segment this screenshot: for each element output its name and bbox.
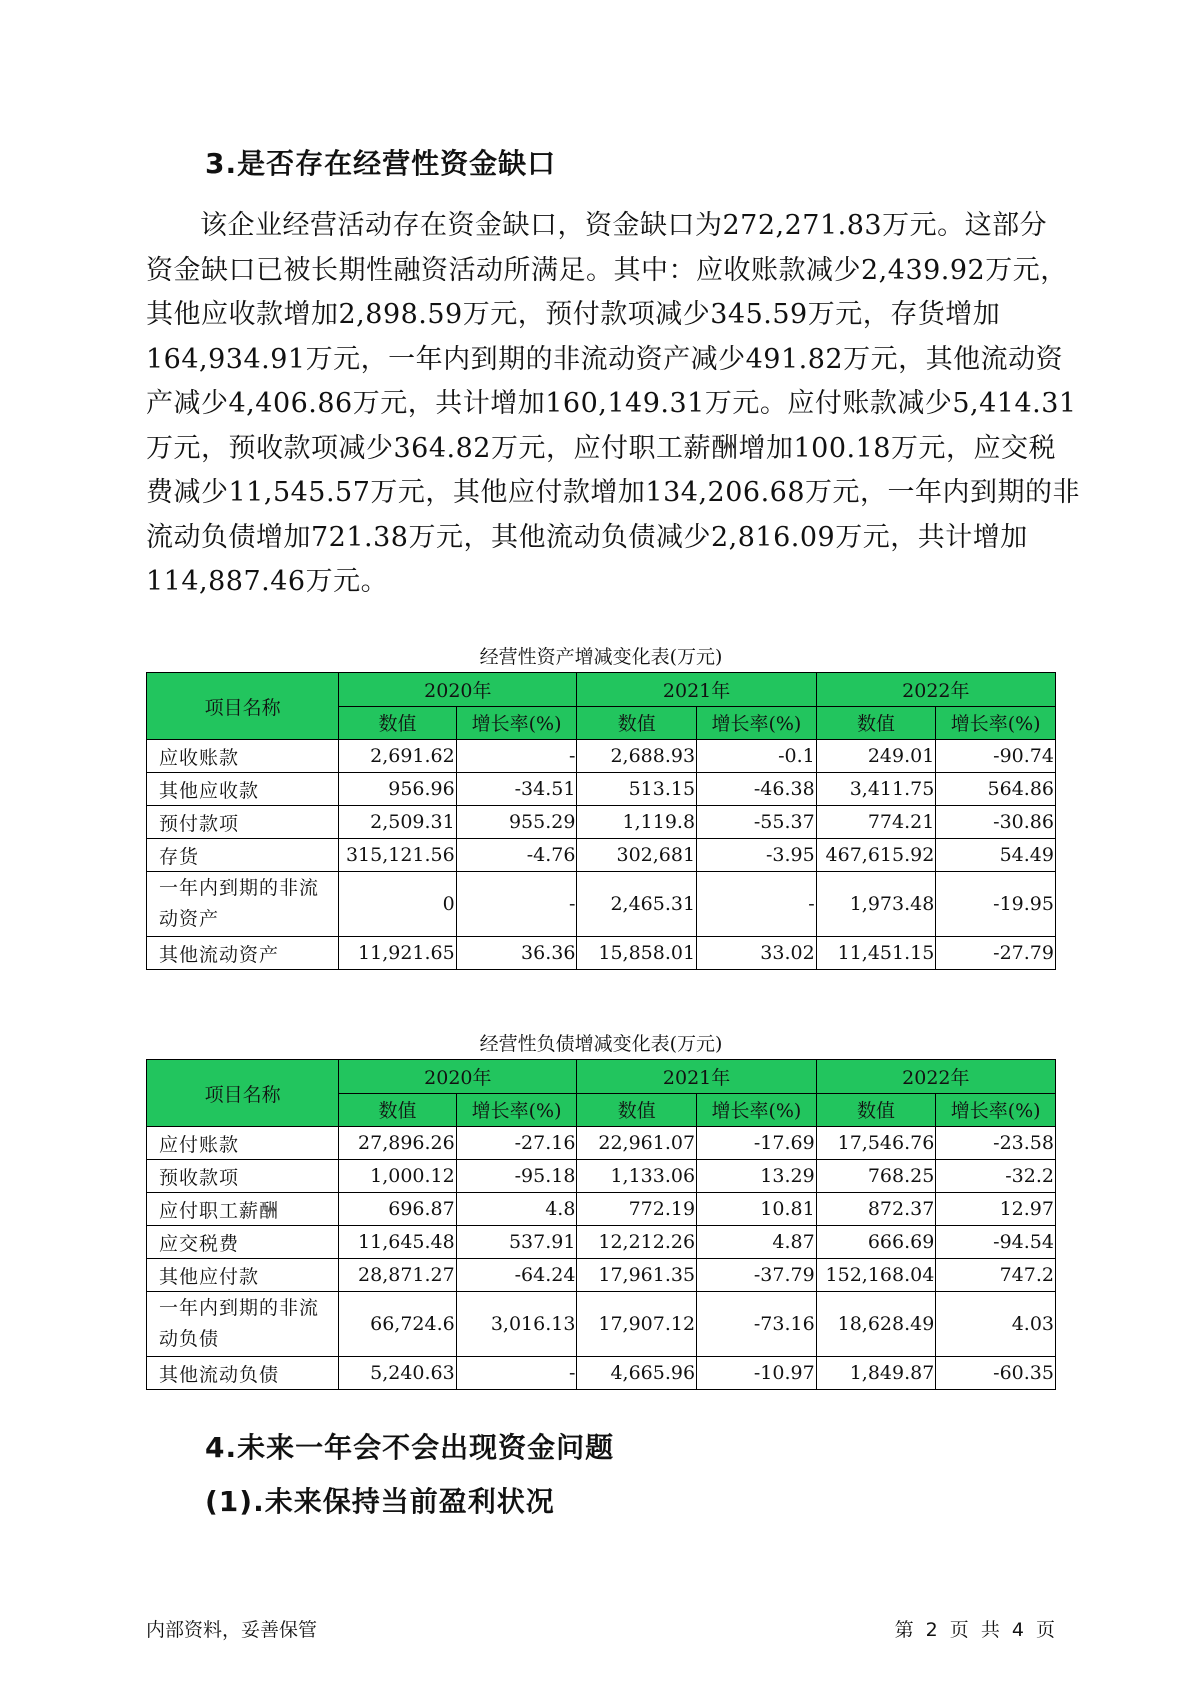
growth-rate-cell: -64.24 (456, 1259, 577, 1292)
growth-rate-cell: -55.37 (697, 806, 817, 839)
year-header: 2021年 (577, 673, 816, 707)
growth-rate-cell: -17.69 (697, 1127, 817, 1160)
growth-rate-cell: 10.81 (697, 1193, 817, 1226)
item-name-header: 项目名称 (147, 673, 339, 740)
growth-rate-cell: 564.86 (936, 773, 1056, 806)
growth-rate-header: 增长率(%) (456, 1093, 577, 1127)
growth-rate-cell: 54.49 (936, 839, 1056, 872)
value-header: 数值 (577, 1093, 697, 1127)
value-cell: 772.19 (577, 1193, 697, 1226)
growth-rate-cell: -23.58 (936, 1127, 1056, 1160)
growth-rate-cell: 955.29 (456, 806, 577, 839)
value-cell: 2,509.31 (339, 806, 456, 839)
growth-rate-cell: -94.54 (936, 1226, 1056, 1259)
value-cell: 2,691.62 (339, 740, 456, 773)
growth-rate-cell: - (456, 1357, 577, 1390)
row-label: 其他流动负债 (147, 1357, 339, 1390)
growth-rate-header: 增长率(%) (936, 1093, 1056, 1127)
growth-rate-cell: -60.35 (936, 1357, 1056, 1390)
value-cell: 774.21 (816, 806, 936, 839)
year-header: 2022年 (816, 673, 1055, 707)
value-cell: 5,240.63 (339, 1357, 456, 1390)
growth-rate-header: 增长率(%) (697, 706, 817, 740)
value-cell: 11,451.15 (816, 937, 936, 970)
table-row (147, 839, 1056, 872)
value-cell: 467,615.92 (816, 839, 936, 872)
table-row (147, 1226, 1056, 1259)
table-row (147, 806, 1056, 839)
value-cell: 768.25 (816, 1160, 936, 1193)
table-row (147, 1357, 1056, 1390)
growth-rate-cell: 4.87 (697, 1226, 817, 1259)
growth-rate-cell: 33.02 (697, 937, 817, 970)
value-cell: 15,858.01 (577, 937, 697, 970)
value-header: 数值 (816, 706, 936, 740)
value-cell: 302,681 (577, 839, 697, 872)
footer-confidential-note: 内部资料，妥善保管 (146, 1619, 318, 1641)
operating-liabilities-table (146, 1059, 1056, 1390)
value-cell: 17,961.35 (577, 1259, 697, 1292)
paragraph-line: 该企业经营活动存在资金缺口，资金缺口为272,271.83万元。这部分 (200, 210, 1048, 241)
growth-rate-cell: -37.79 (697, 1259, 817, 1292)
growth-rate-cell: 13.29 (697, 1160, 817, 1193)
year-header: 2021年 (577, 1060, 816, 1094)
value-cell: 1,133.06 (577, 1160, 697, 1193)
row-label: 应付账款 (147, 1127, 339, 1160)
growth-rate-cell: -4.76 (456, 839, 577, 872)
value-header: 数值 (339, 706, 456, 740)
table-row (147, 1160, 1056, 1193)
table2-caption: 经营性负债增减变化表(万元) (479, 1033, 723, 1055)
year-header: 2020年 (339, 1060, 577, 1094)
row-label: 一年内到期的非流动资产 (147, 872, 339, 937)
value-cell: 22,961.07 (577, 1127, 697, 1160)
year-header: 2020年 (339, 673, 577, 707)
growth-rate-cell: -95.18 (456, 1160, 577, 1193)
row-label: 其他流动资产 (147, 937, 339, 970)
item-name-header: 项目名称 (147, 1060, 339, 1127)
value-cell: 2,688.93 (577, 740, 697, 773)
value-cell: 956.96 (339, 773, 456, 806)
section-heading-4: 4.未来一年会不会出现资金问题 (205, 1431, 615, 1464)
value-cell: 1,973.48 (816, 872, 936, 937)
row-label: 其他应付款 (147, 1259, 339, 1292)
value-cell: 17,907.12 (577, 1292, 697, 1357)
growth-rate-header: 增长率(%) (697, 1093, 817, 1127)
growth-rate-cell: 3,016.13 (456, 1292, 577, 1357)
value-cell: 17,546.76 (816, 1127, 936, 1160)
paragraph-line: 114,887.46万元。 (146, 566, 389, 597)
value-cell: 1,119.8 (577, 806, 697, 839)
value-cell: 1,849.87 (816, 1357, 936, 1390)
row-label: 预收款项 (147, 1160, 339, 1193)
growth-rate-cell: -46.38 (697, 773, 817, 806)
growth-rate-cell: -19.95 (936, 872, 1056, 937)
value-cell: 11,645.48 (339, 1226, 456, 1259)
paragraph-line: 资金缺口已被长期性融资活动所满足。其中：应收账款减少2,439.92万元， (146, 254, 1068, 286)
table-row (147, 1193, 1056, 1226)
paragraph-line: 产减少4,406.86万元，共计增加160,149.31万元。应付账款减少5,414.31 (146, 388, 1077, 419)
value-cell: 152,168.04 (816, 1259, 936, 1292)
paragraph-line: 其他应收款增加2,898.59万元，预付款项减少345.59万元，存货增加 (146, 299, 1001, 330)
operating-assets-table (146, 672, 1056, 970)
growth-rate-cell: 12.97 (936, 1193, 1056, 1226)
value-cell: 18,628.49 (816, 1292, 936, 1357)
growth-rate-cell: -34.51 (456, 773, 577, 806)
paragraph-line: 费减少11,545.57万元，其他应付款增加134,206.68万元，一年内到期的非 (146, 477, 1081, 508)
value-cell: 872.37 (816, 1193, 936, 1226)
growth-rate-cell: -90.74 (936, 740, 1056, 773)
year-header: 2022年 (816, 1060, 1055, 1094)
body-paragraph (146, 204, 1081, 605)
row-label: 存货 (147, 839, 339, 872)
growth-rate-cell: -10.97 (697, 1357, 817, 1390)
value-header: 数值 (577, 706, 697, 740)
value-cell: 4,665.96 (577, 1357, 697, 1390)
growth-rate-header: 增长率(%) (456, 706, 577, 740)
table1-caption: 经营性资产增减变化表(万元) (479, 646, 723, 668)
value-cell: 1,000.12 (339, 1160, 456, 1193)
table-row (147, 872, 1056, 937)
value-header: 数值 (816, 1093, 936, 1127)
row-label: 应付职工薪酬 (147, 1193, 339, 1226)
growth-rate-cell: 747.2 (936, 1259, 1056, 1292)
table-row (147, 937, 1056, 970)
table-row (147, 773, 1056, 806)
value-cell: 66,724.6 (339, 1292, 456, 1357)
paragraph-line: 万元，预收款项减少364.82万元，应付职工薪酬增加100.18万元，应交税 (146, 432, 1056, 464)
table-row (147, 740, 1056, 773)
table-row (147, 1292, 1056, 1357)
value-cell: 11,921.65 (339, 937, 456, 970)
value-cell: 28,871.27 (339, 1259, 456, 1292)
paragraph-line: 流动负债增加721.38万元，其他流动负债减少2,816.09万元，共计增加 (146, 521, 1028, 553)
row-label: 其他应收款 (147, 773, 339, 806)
growth-rate-cell: -73.16 (697, 1292, 817, 1357)
row-label: 一年内到期的非流动负债 (147, 1292, 339, 1357)
value-cell: 3,411.75 (816, 773, 936, 806)
value-cell: 666.69 (816, 1226, 936, 1259)
section-heading-3: 3.是否存在经营性资金缺口 (205, 147, 557, 180)
value-cell: 12,212.26 (577, 1226, 697, 1259)
growth-rate-cell: 4.8 (456, 1193, 577, 1226)
growth-rate-cell: 36.36 (456, 937, 577, 970)
growth-rate-cell: -27.16 (456, 1127, 577, 1160)
table-row (147, 1259, 1056, 1292)
value-cell: 315,121.56 (339, 839, 456, 872)
growth-rate-cell: - (456, 740, 577, 773)
subsection-heading-4-1: (1).未来保持当前盈利状况 (205, 1485, 555, 1518)
value-cell: 27,896.26 (339, 1127, 456, 1160)
growth-rate-cell: 537.91 (456, 1226, 577, 1259)
growth-rate-cell: -3.95 (697, 839, 817, 872)
growth-rate-cell: -27.79 (936, 937, 1056, 970)
row-label: 应收账款 (147, 740, 339, 773)
growth-rate-cell: -0.1 (697, 740, 817, 773)
row-label: 应交税费 (147, 1226, 339, 1259)
growth-rate-cell: - (456, 872, 577, 937)
value-cell: 249.01 (816, 740, 936, 773)
value-cell: 696.87 (339, 1193, 456, 1226)
paragraph-line: 164,934.91万元，一年内到期的非流动资产减少491.82万元，其他流动资 (146, 343, 1064, 375)
growth-rate-header: 增长率(%) (936, 706, 1056, 740)
row-label: 预付款项 (147, 806, 339, 839)
value-cell: 2,465.31 (577, 872, 697, 937)
value-cell: 513.15 (577, 773, 697, 806)
growth-rate-cell: -32.2 (936, 1160, 1056, 1193)
table-row (147, 1127, 1056, 1160)
footer-page-number: 第 2 页 共 4 页 (894, 1619, 1055, 1641)
value-header: 数值 (339, 1093, 456, 1127)
growth-rate-cell: - (697, 872, 817, 937)
value-cell: 0 (339, 872, 456, 937)
growth-rate-cell: 4.03 (936, 1292, 1056, 1357)
growth-rate-cell: -30.86 (936, 806, 1056, 839)
